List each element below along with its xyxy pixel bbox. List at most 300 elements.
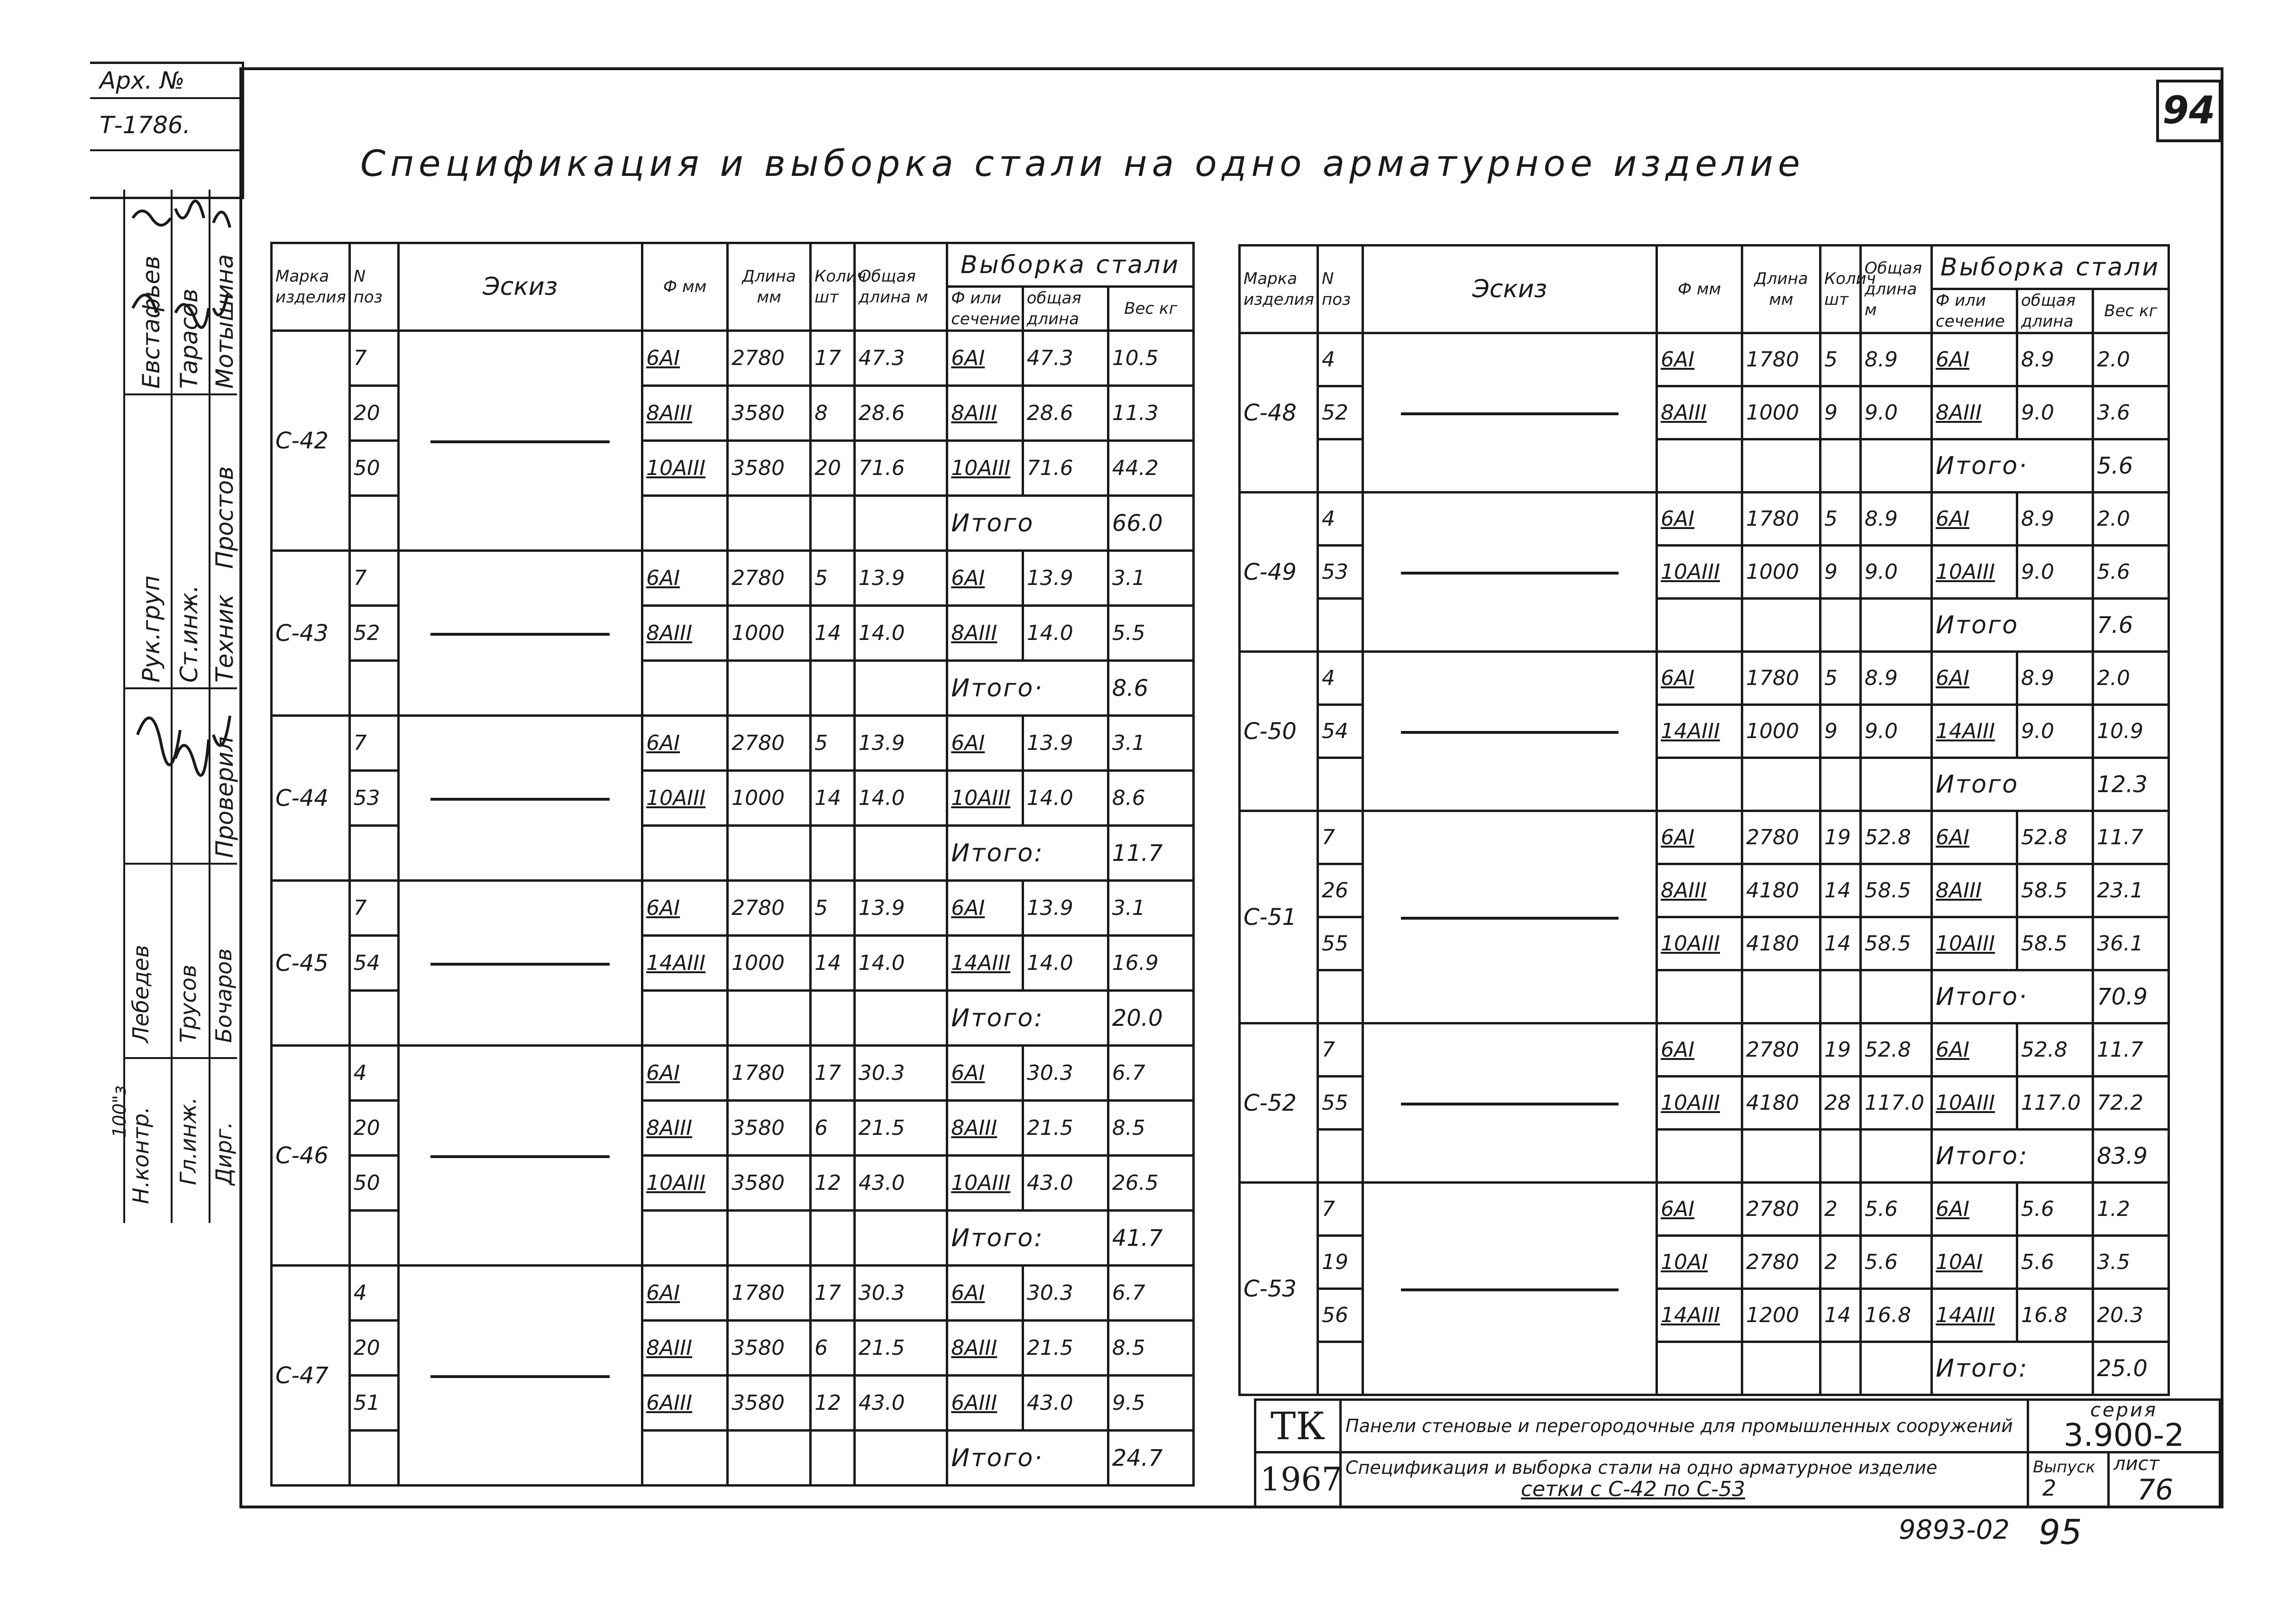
total-label: Итого — [1932, 758, 2093, 811]
sketch-cell — [1363, 1183, 1657, 1395]
selection-weight: 9.5 — [1108, 1376, 1193, 1431]
bar-diameter: 6АI — [642, 551, 728, 606]
bar-length: 3580 — [728, 441, 811, 496]
bar-total-length — [854, 496, 947, 551]
total-label: Итого — [1932, 599, 2093, 652]
bar-length: 4180 — [1742, 1077, 1820, 1130]
position-number: 55 — [1318, 917, 1363, 970]
bar-length: 2780 — [1742, 1023, 1820, 1077]
bar-length: 1000 — [1742, 705, 1820, 758]
bar-total-length: 21.5 — [854, 1101, 947, 1156]
header-total-len: Общая длина м — [1861, 246, 1932, 333]
selection-weight: 36.1 — [2093, 917, 2169, 970]
position-number: 56 — [1318, 1289, 1363, 1342]
bar-total-length: 9.0 — [1861, 546, 1932, 599]
selection-diameter: 14АIII — [947, 936, 1023, 991]
selection-diameter: 6АI — [1932, 493, 2017, 546]
bar-total-length — [1861, 1130, 1932, 1183]
bar-total-length — [1861, 1342, 1932, 1395]
stamp-sheet-cell — [2109, 1452, 2220, 1507]
selection-weight: 23.1 — [2093, 864, 2169, 917]
bar-length: 2780 — [1742, 1236, 1820, 1289]
bar-total-length: 43.0 — [854, 1376, 947, 1431]
total-label: Итого: — [1932, 1130, 2093, 1183]
bar-length — [728, 496, 811, 551]
bar-diameter — [642, 991, 728, 1046]
selection-weight: 11.3 — [1108, 386, 1193, 441]
selection-length: 5.6 — [2017, 1236, 2093, 1289]
bar-quantity: 14 — [1820, 917, 1861, 970]
position-number: 7 — [349, 716, 398, 771]
stamp-year: 1967 — [1255, 1452, 1341, 1507]
bar-length — [1742, 1130, 1820, 1183]
stamp-line3: сетки с С-42 по С-53 — [1521, 1477, 1746, 1501]
rebar-sketch-line — [430, 1155, 610, 1158]
table-row — [272, 331, 1194, 386]
bar-length: 1000 — [728, 936, 811, 991]
bar-total-length: 52.8 — [1861, 1023, 1932, 1077]
bar-total-length — [1861, 439, 1932, 493]
selection-length: 30.3 — [1023, 1046, 1108, 1101]
sketch-cell — [398, 1266, 642, 1486]
selection-length: 58.5 — [2017, 917, 2093, 970]
side-role-1: Рук.груп — [137, 575, 165, 683]
bar-length: 2780 — [1742, 1183, 1820, 1236]
stamp-sheet: 76 — [2137, 1473, 2174, 1507]
archive-label: Арх. № — [100, 67, 185, 94]
bar-total-length: 71.6 — [854, 441, 947, 496]
sketch-cell — [1363, 652, 1657, 811]
bar-length: 2780 — [728, 716, 811, 771]
header-dia: Ф мм — [1657, 246, 1742, 333]
item-mark: С-51 — [1240, 811, 1318, 1023]
bar-diameter: 10АIII — [642, 1156, 728, 1211]
total-label: Итого: — [1932, 1342, 2093, 1395]
selection-length: 5.6 — [2017, 1183, 2093, 1236]
stamp-tk: ТК — [1255, 1400, 1341, 1452]
bar-length: 3580 — [728, 386, 811, 441]
position-number — [349, 991, 398, 1046]
item-mark: С-48 — [1240, 333, 1318, 493]
bar-total-length: 16.8 — [1861, 1289, 1932, 1342]
bar-length: 1780 — [728, 1266, 811, 1321]
sketch-cell — [1363, 1023, 1657, 1183]
bar-quantity: 14 — [1820, 1289, 1861, 1342]
selection-diameter: 8АIII — [947, 1101, 1023, 1156]
side-name-6: Трусов — [175, 964, 201, 1043]
bar-diameter — [1657, 439, 1742, 493]
bar-quantity: 28 — [1820, 1077, 1861, 1130]
header-sketch: Эскиз — [398, 243, 642, 331]
header-selection: Выборка стали — [947, 243, 1194, 287]
header-weight: Вес кг — [2093, 289, 2169, 333]
bar-quantity: 6 — [811, 1321, 855, 1376]
bar-quantity: 17 — [811, 1046, 855, 1101]
selection-diameter: 6АIII — [947, 1376, 1023, 1431]
rebar-sketch-line — [1401, 572, 1618, 575]
bar-total-length: 8.9 — [1861, 652, 1932, 705]
item-mark: С-53 — [1240, 1183, 1318, 1395]
bar-total-length — [854, 991, 947, 1046]
selection-diameter: 10АIII — [947, 1156, 1023, 1211]
selection-diameter: 6АI — [1932, 652, 2017, 705]
selection-length: 47.3 — [1023, 331, 1108, 386]
bar-length — [728, 991, 811, 1046]
archive-block — [90, 62, 244, 199]
bar-quantity: 12 — [811, 1376, 855, 1431]
bar-length — [728, 1211, 811, 1266]
position-number: 20 — [349, 1101, 398, 1156]
title-block — [1254, 1398, 2221, 1508]
selection-length: 13.9 — [1023, 551, 1108, 606]
selection-weight: 2.0 — [2093, 333, 2169, 386]
total-weight: 25.0 — [2093, 1342, 2169, 1395]
stamp-series-label: серия — [2090, 1399, 2158, 1421]
selection-length: 30.3 — [1023, 1266, 1108, 1321]
position-number: 4 — [349, 1046, 398, 1101]
bar-diameter: 14АIII — [642, 936, 728, 991]
bar-length: 4180 — [1742, 864, 1820, 917]
position-number — [1318, 1130, 1363, 1183]
bar-diameter: 10АIII — [642, 441, 728, 496]
position-number: 50 — [349, 441, 398, 496]
bar-diameter — [1657, 1342, 1742, 1395]
item-mark: С-47 — [272, 1266, 350, 1486]
selection-length: 14.0 — [1023, 936, 1108, 991]
selection-length: 52.8 — [2017, 811, 2093, 864]
header-len: Длина мм — [728, 243, 811, 331]
side-stamp — [90, 190, 242, 1223]
rebar-sketch-line — [1401, 1103, 1618, 1105]
total-label: Итого — [947, 496, 1108, 551]
header-mark: Марка изделия — [1240, 246, 1318, 333]
selection-diameter: 8АIII — [1932, 864, 2017, 917]
item-mark: С-50 — [1240, 652, 1318, 811]
total-label: Итого· — [1932, 970, 2093, 1023]
bar-quantity: 5 — [811, 716, 855, 771]
bar-length: 1780 — [1742, 493, 1820, 546]
position-number — [1318, 758, 1363, 811]
bar-quantity: 2 — [1820, 1183, 1861, 1236]
position-number: 19 — [1318, 1236, 1363, 1289]
bar-length: 1200 — [1742, 1289, 1820, 1342]
bar-total-length: 28.6 — [854, 386, 947, 441]
bar-diameter: 8АIII — [1657, 386, 1742, 439]
total-label: Итого: — [947, 991, 1108, 1046]
bottom-page: 95 — [2039, 1512, 2082, 1552]
selection-length: 58.5 — [2017, 864, 2093, 917]
selection-length: 8.9 — [2017, 333, 2093, 386]
bar-length: 1780 — [728, 1046, 811, 1101]
item-mark: С-42 — [272, 331, 350, 551]
header-sketch: Эскиз — [1363, 246, 1657, 333]
selection-diameter: 10АIII — [1932, 1077, 2017, 1130]
rebar-sketch-line — [1401, 1288, 1618, 1291]
bar-total-length: 21.5 — [854, 1321, 947, 1376]
side-name-7: Бочаров — [211, 948, 237, 1043]
header-pos: N поз — [349, 243, 398, 331]
bar-length — [728, 826, 811, 881]
bar-quantity: 19 — [1820, 811, 1861, 864]
stamp-series: 3.900-2 — [2063, 1417, 2185, 1453]
bar-total-length: 14.0 — [854, 771, 947, 826]
sketch-cell — [1363, 333, 1657, 493]
position-number: 50 — [349, 1156, 398, 1211]
bar-quantity — [811, 826, 855, 881]
header-total-len: Общая длина м — [854, 243, 947, 331]
bar-length: 2780 — [1742, 811, 1820, 864]
position-number: 55 — [1318, 1077, 1363, 1130]
header-selection: Выборка стали — [1932, 246, 2169, 289]
selection-weight: 8.5 — [1108, 1321, 1193, 1376]
bar-diameter: 6АI — [1657, 493, 1742, 546]
bar-diameter: 8АIII — [642, 606, 728, 661]
total-weight: 70.9 — [2093, 970, 2169, 1023]
bar-total-length — [1861, 970, 1932, 1023]
selection-diameter: 8АIII — [947, 386, 1023, 441]
bar-quantity — [1820, 758, 1861, 811]
selection-diameter: 6АI — [947, 331, 1023, 386]
total-weight: 20.0 — [1108, 991, 1193, 1046]
bar-total-length: 58.5 — [1861, 864, 1932, 917]
position-number: 53 — [349, 771, 398, 826]
total-label: Итого: — [947, 1211, 1108, 1266]
selection-length: 16.8 — [2017, 1289, 2093, 1342]
selection-length: 21.5 — [1023, 1101, 1108, 1156]
bar-quantity: 9 — [1820, 705, 1861, 758]
position-number — [349, 661, 398, 716]
side-role-6: Гл.инж. — [175, 1097, 201, 1185]
bar-total-length — [1861, 758, 1932, 811]
sketch-cell — [1363, 811, 1657, 1023]
position-number: 54 — [1318, 705, 1363, 758]
item-mark: С-44 — [272, 716, 350, 881]
bar-quantity: 5 — [1820, 652, 1861, 705]
bar-quantity: 9 — [1820, 546, 1861, 599]
bar-quantity: 5 — [811, 551, 855, 606]
bar-quantity: 14 — [811, 606, 855, 661]
total-weight: 8.6 — [1108, 661, 1193, 716]
position-number — [349, 1431, 398, 1486]
bar-quantity: 9 — [1820, 386, 1861, 439]
selection-diameter: 8АIII — [947, 1321, 1023, 1376]
side-role-3: Техник — [211, 594, 238, 683]
bar-length: 3580 — [728, 1321, 811, 1376]
bar-quantity — [1820, 1342, 1861, 1395]
bar-quantity: 17 — [811, 1266, 855, 1321]
item-mark: С-45 — [272, 881, 350, 1046]
table-row — [1240, 1183, 2169, 1236]
selection-weight: 2.0 — [2093, 652, 2169, 705]
bar-diameter — [642, 1431, 728, 1486]
selection-weight: 3.1 — [1108, 716, 1193, 771]
position-number — [1318, 970, 1363, 1023]
bar-length: 1000 — [728, 606, 811, 661]
header-dia: Ф мм — [642, 243, 728, 331]
total-label: Итого: — [947, 826, 1108, 881]
rebar-sketch-line — [430, 440, 610, 443]
stamp-series-cell — [2028, 1400, 2220, 1452]
side-role-2: Ст.инж. — [175, 584, 203, 683]
sketch-cell — [1363, 493, 1657, 652]
selection-diameter: 6АI — [1932, 811, 2017, 864]
position-number: 51 — [349, 1376, 398, 1431]
selection-weight: 6.7 — [1108, 1266, 1193, 1321]
header-sel-len: общая длина — [1023, 287, 1108, 331]
selection-length: 13.9 — [1023, 881, 1108, 936]
bar-quantity: 5 — [1820, 493, 1861, 546]
bar-total-length: 9.0 — [1861, 386, 1932, 439]
selection-diameter: 6АI — [947, 716, 1023, 771]
selection-weight: 3.1 — [1108, 551, 1193, 606]
selection-diameter: 6АI — [947, 551, 1023, 606]
selection-weight: 11.7 — [2093, 1023, 2169, 1077]
total-weight: 83.9 — [2093, 1130, 2169, 1183]
bar-length — [1742, 758, 1820, 811]
selection-diameter: 6АI — [1932, 333, 2017, 386]
table-row — [1240, 811, 2169, 864]
side-role-5: Н.контр. — [128, 1106, 154, 1204]
header-qty: Колич шт — [1820, 246, 1861, 333]
bar-diameter: 6АIII — [642, 1376, 728, 1431]
right-spec-table — [1238, 244, 2170, 1396]
bar-diameter — [642, 826, 728, 881]
selection-weight: 2.0 — [2093, 493, 2169, 546]
bar-total-length: 8.9 — [1861, 333, 1932, 386]
rebar-sketch-line — [1401, 412, 1618, 415]
bar-diameter — [1657, 758, 1742, 811]
selection-weight: 10.9 — [2093, 705, 2169, 758]
bar-quantity: 19 — [1820, 1023, 1861, 1077]
total-weight: 5.6 — [2093, 439, 2169, 493]
page-title: Спецификация и выборка стали на одно арматурное изделие — [360, 142, 1805, 184]
bar-diameter: 10АI — [1657, 1236, 1742, 1289]
position-number: 53 — [1318, 546, 1363, 599]
bar-quantity — [811, 991, 855, 1046]
position-number — [1318, 439, 1363, 493]
total-weight: 41.7 — [1108, 1211, 1193, 1266]
selection-weight: 3.1 — [1108, 881, 1193, 936]
bar-length: 2780 — [728, 331, 811, 386]
bar-diameter: 6АI — [642, 1046, 728, 1101]
selection-length: 21.5 — [1023, 1321, 1108, 1376]
selection-length: 52.8 — [2017, 1023, 2093, 1077]
table-row — [1240, 493, 2169, 546]
bar-quantity: 8 — [811, 386, 855, 441]
position-number: 20 — [349, 1321, 398, 1376]
bar-length: 2780 — [728, 881, 811, 936]
selection-length: 14.0 — [1023, 771, 1108, 826]
bar-length: 1000 — [1742, 386, 1820, 439]
position-number: 7 — [1318, 1023, 1363, 1077]
position-number: 26 — [1318, 864, 1363, 917]
bar-length — [1742, 970, 1820, 1023]
selection-weight: 72.2 — [2093, 1077, 2169, 1130]
header-len: Длина мм — [1742, 246, 1820, 333]
bar-diameter: 6АI — [642, 331, 728, 386]
bar-diameter: 6АI — [642, 881, 728, 936]
sketch-cell — [398, 716, 642, 881]
selection-diameter: 10АIII — [1932, 917, 2017, 970]
bar-quantity — [1820, 599, 1861, 652]
side-name-2: Тарасов — [175, 288, 203, 389]
item-mark: С-43 — [272, 551, 350, 716]
selection-length: 8.9 — [2017, 652, 2093, 705]
selection-length: 9.0 — [2017, 386, 2093, 439]
header-sel-dia: Ф или сечение — [1932, 289, 2017, 333]
bar-total-length: 117.0 — [1861, 1077, 1932, 1130]
bar-length: 1000 — [1742, 546, 1820, 599]
bar-diameter: 6АI — [642, 1266, 728, 1321]
bar-length: 3580 — [728, 1101, 811, 1156]
selection-weight: 44.2 — [1108, 441, 1193, 496]
bar-diameter: 10АIII — [1657, 1077, 1742, 1130]
bar-total-length: 52.8 — [1861, 811, 1932, 864]
bar-quantity: 14 — [1820, 864, 1861, 917]
bar-length: 4180 — [1742, 917, 1820, 970]
side-role-7: Дирг. — [211, 1122, 237, 1185]
bottom-code: 9893-02 — [1899, 1515, 2010, 1545]
side-name-5: Лебедев — [128, 945, 154, 1043]
side-name-1: Евстафьев — [137, 256, 165, 389]
selection-length: 117.0 — [2017, 1077, 2093, 1130]
stamp-desc-cell — [1341, 1452, 2028, 1507]
rebar-sketch-line — [430, 633, 610, 636]
selection-weight: 6.7 — [1108, 1046, 1193, 1101]
archive-number: Т-1786. — [100, 111, 191, 139]
selection-length: 8.9 — [2017, 493, 2093, 546]
bar-length: 3580 — [728, 1156, 811, 1211]
bar-quantity — [1820, 439, 1861, 493]
bar-quantity — [811, 1431, 855, 1486]
bar-length: 1780 — [1742, 652, 1820, 705]
stamp-line1: Панели стеновые и перегородочные для промышленных сооружений — [1341, 1400, 2028, 1452]
bar-diameter: 10АIII — [1657, 917, 1742, 970]
bar-total-length: 9.0 — [1861, 705, 1932, 758]
selection-weight: 26.5 — [1108, 1156, 1193, 1211]
bar-total-length — [854, 826, 947, 881]
bar-quantity: 14 — [811, 936, 855, 991]
total-weight: 12.3 — [2093, 758, 2169, 811]
sketch-cell — [398, 551, 642, 716]
bar-quantity: 14 — [811, 771, 855, 826]
bar-diameter: 6АI — [1657, 811, 1742, 864]
bar-length — [1742, 439, 1820, 493]
item-mark: С-52 — [1240, 1023, 1318, 1183]
position-number: 20 — [349, 386, 398, 441]
sketch-cell — [398, 331, 642, 551]
selection-length: 9.0 — [2017, 705, 2093, 758]
stamp-issue-cell — [2028, 1452, 2109, 1507]
stamp-line2: Спецификация и выборка стали на одно арматурное изделие — [1345, 1457, 1938, 1478]
bar-quantity — [1820, 1130, 1861, 1183]
selection-diameter: 14АIII — [1932, 705, 2017, 758]
bar-total-length: 47.3 — [854, 331, 947, 386]
selection-diameter: 10АIII — [947, 771, 1023, 826]
selection-weight: 16.9 — [1108, 936, 1193, 991]
selection-diameter: 10АIII — [947, 441, 1023, 496]
rebar-sketch-line — [1401, 917, 1618, 920]
header-pos: N поз — [1318, 246, 1363, 333]
rebar-sketch-line — [430, 1375, 610, 1378]
selection-weight: 5.5 — [1108, 606, 1193, 661]
bar-total-length: 13.9 — [854, 881, 947, 936]
bar-diameter — [1657, 970, 1742, 1023]
bar-quantity: 5 — [1820, 333, 1861, 386]
bar-quantity: 2 — [1820, 1236, 1861, 1289]
bar-total-length: 13.9 — [854, 551, 947, 606]
position-number: 7 — [349, 331, 398, 386]
